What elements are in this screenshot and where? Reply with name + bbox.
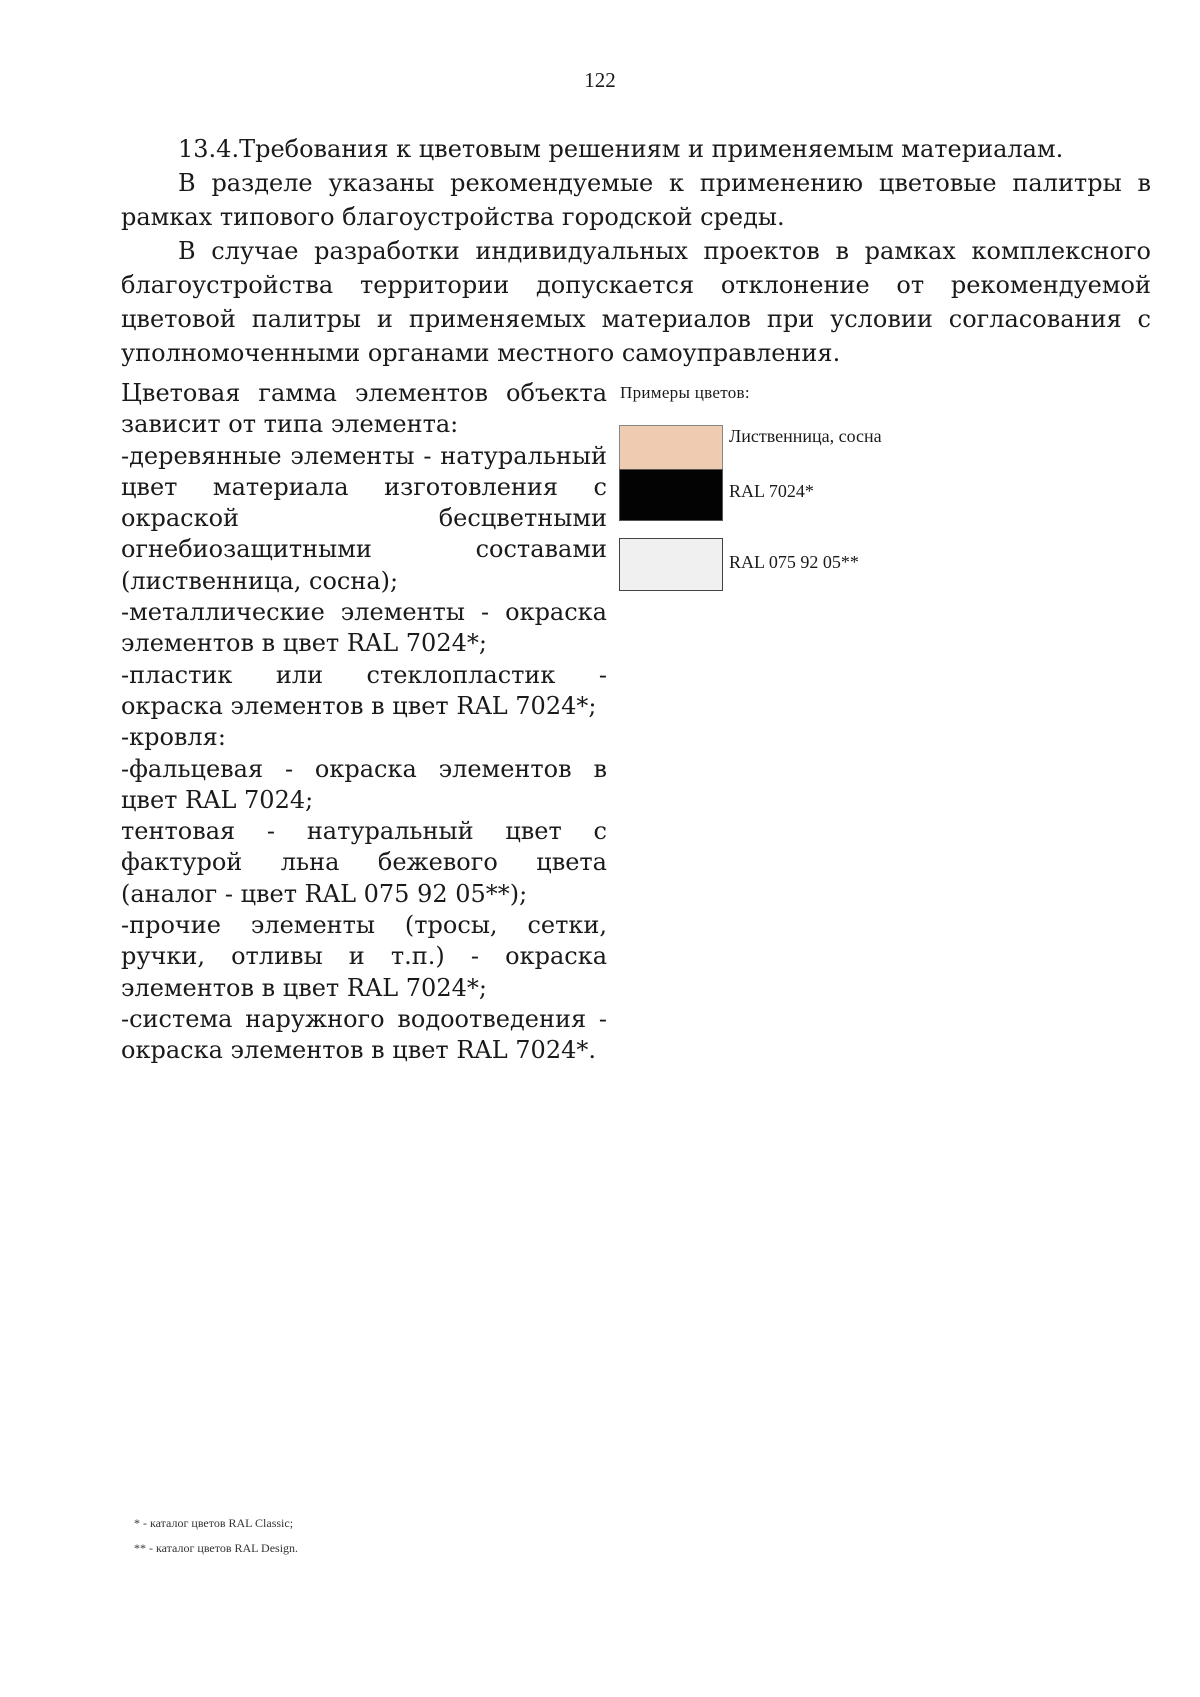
page-number: 122 (584, 68, 616, 92)
section-paragraph-1: В разделе указаны рекомендуемые к применению цветовые палитры в рамках типового благоустройства городской среды. (121, 169, 1151, 231)
footnotes (134, 1511, 298, 1561)
footnote: * - каталог цветов RAL Classic; (134, 1516, 294, 1530)
section-paragraph-2: В случае разработки индивидуальных проектов в рамках комплексного благоустройства территории допускается отклонение от рекомендуемой цветовой палитры и применяемых материалов при условии согласования с уполномоченными органами местного самоуправления. (121, 237, 1151, 367)
color-list-item: -металлические элементы - окраска элементов в цвет RAL 7024*; (121, 598, 607, 658)
footnote: ** - каталог цветов RAL Design. (134, 1541, 299, 1555)
color-requirements-list (121, 378, 607, 1067)
color-list-item: -кровля: (121, 723, 226, 752)
swatch-label: RAL 7024* (729, 481, 814, 501)
color-list-intro: Цветовая гамма элементов объекта зависит от типа элемента: (121, 379, 607, 439)
swatch-label: Лиственница, сосна (729, 426, 882, 446)
color-swatch-ral-7024 (619, 469, 723, 521)
color-list-item: тентовая - натуральный цвет с фактурой льна бежевого цвета (аналог - цвет RAL 075 92 05**); (121, 817, 607, 908)
section-heading: 13.4.Требования к цветовым решениям и применяемым материалам. (178, 135, 1064, 163)
color-swatch-ral-075-92-05 (619, 538, 723, 591)
color-list-item: -пластик или стеклопластик - окраска элементов в цвет RAL 7024*; (121, 660, 607, 720)
color-list-item: -фальцевая - окраска элементов в цвет RAL 7024; (121, 754, 607, 814)
color-examples-title: Примеры цветов: (620, 383, 750, 402)
swatch-label: RAL 075 92 05** (729, 552, 859, 572)
section-body (121, 132, 1151, 370)
color-list-item: -прочие элементы (тросы, сетки, ручки, отливы и т.п.) - окраска элементов в цвет RAL 7024*; (121, 911, 607, 1002)
color-list-item: -система наружного водоотведения - окраска элементов в цвет RAL 7024*. (121, 1004, 607, 1065)
color-list-item: -деревянные элементы - натуральный цвет материала изготовления с окраской бесцветными огнебиозащитными составами (лиственница, сосна); (121, 441, 607, 595)
color-swatch-larch-pine (619, 425, 723, 469)
